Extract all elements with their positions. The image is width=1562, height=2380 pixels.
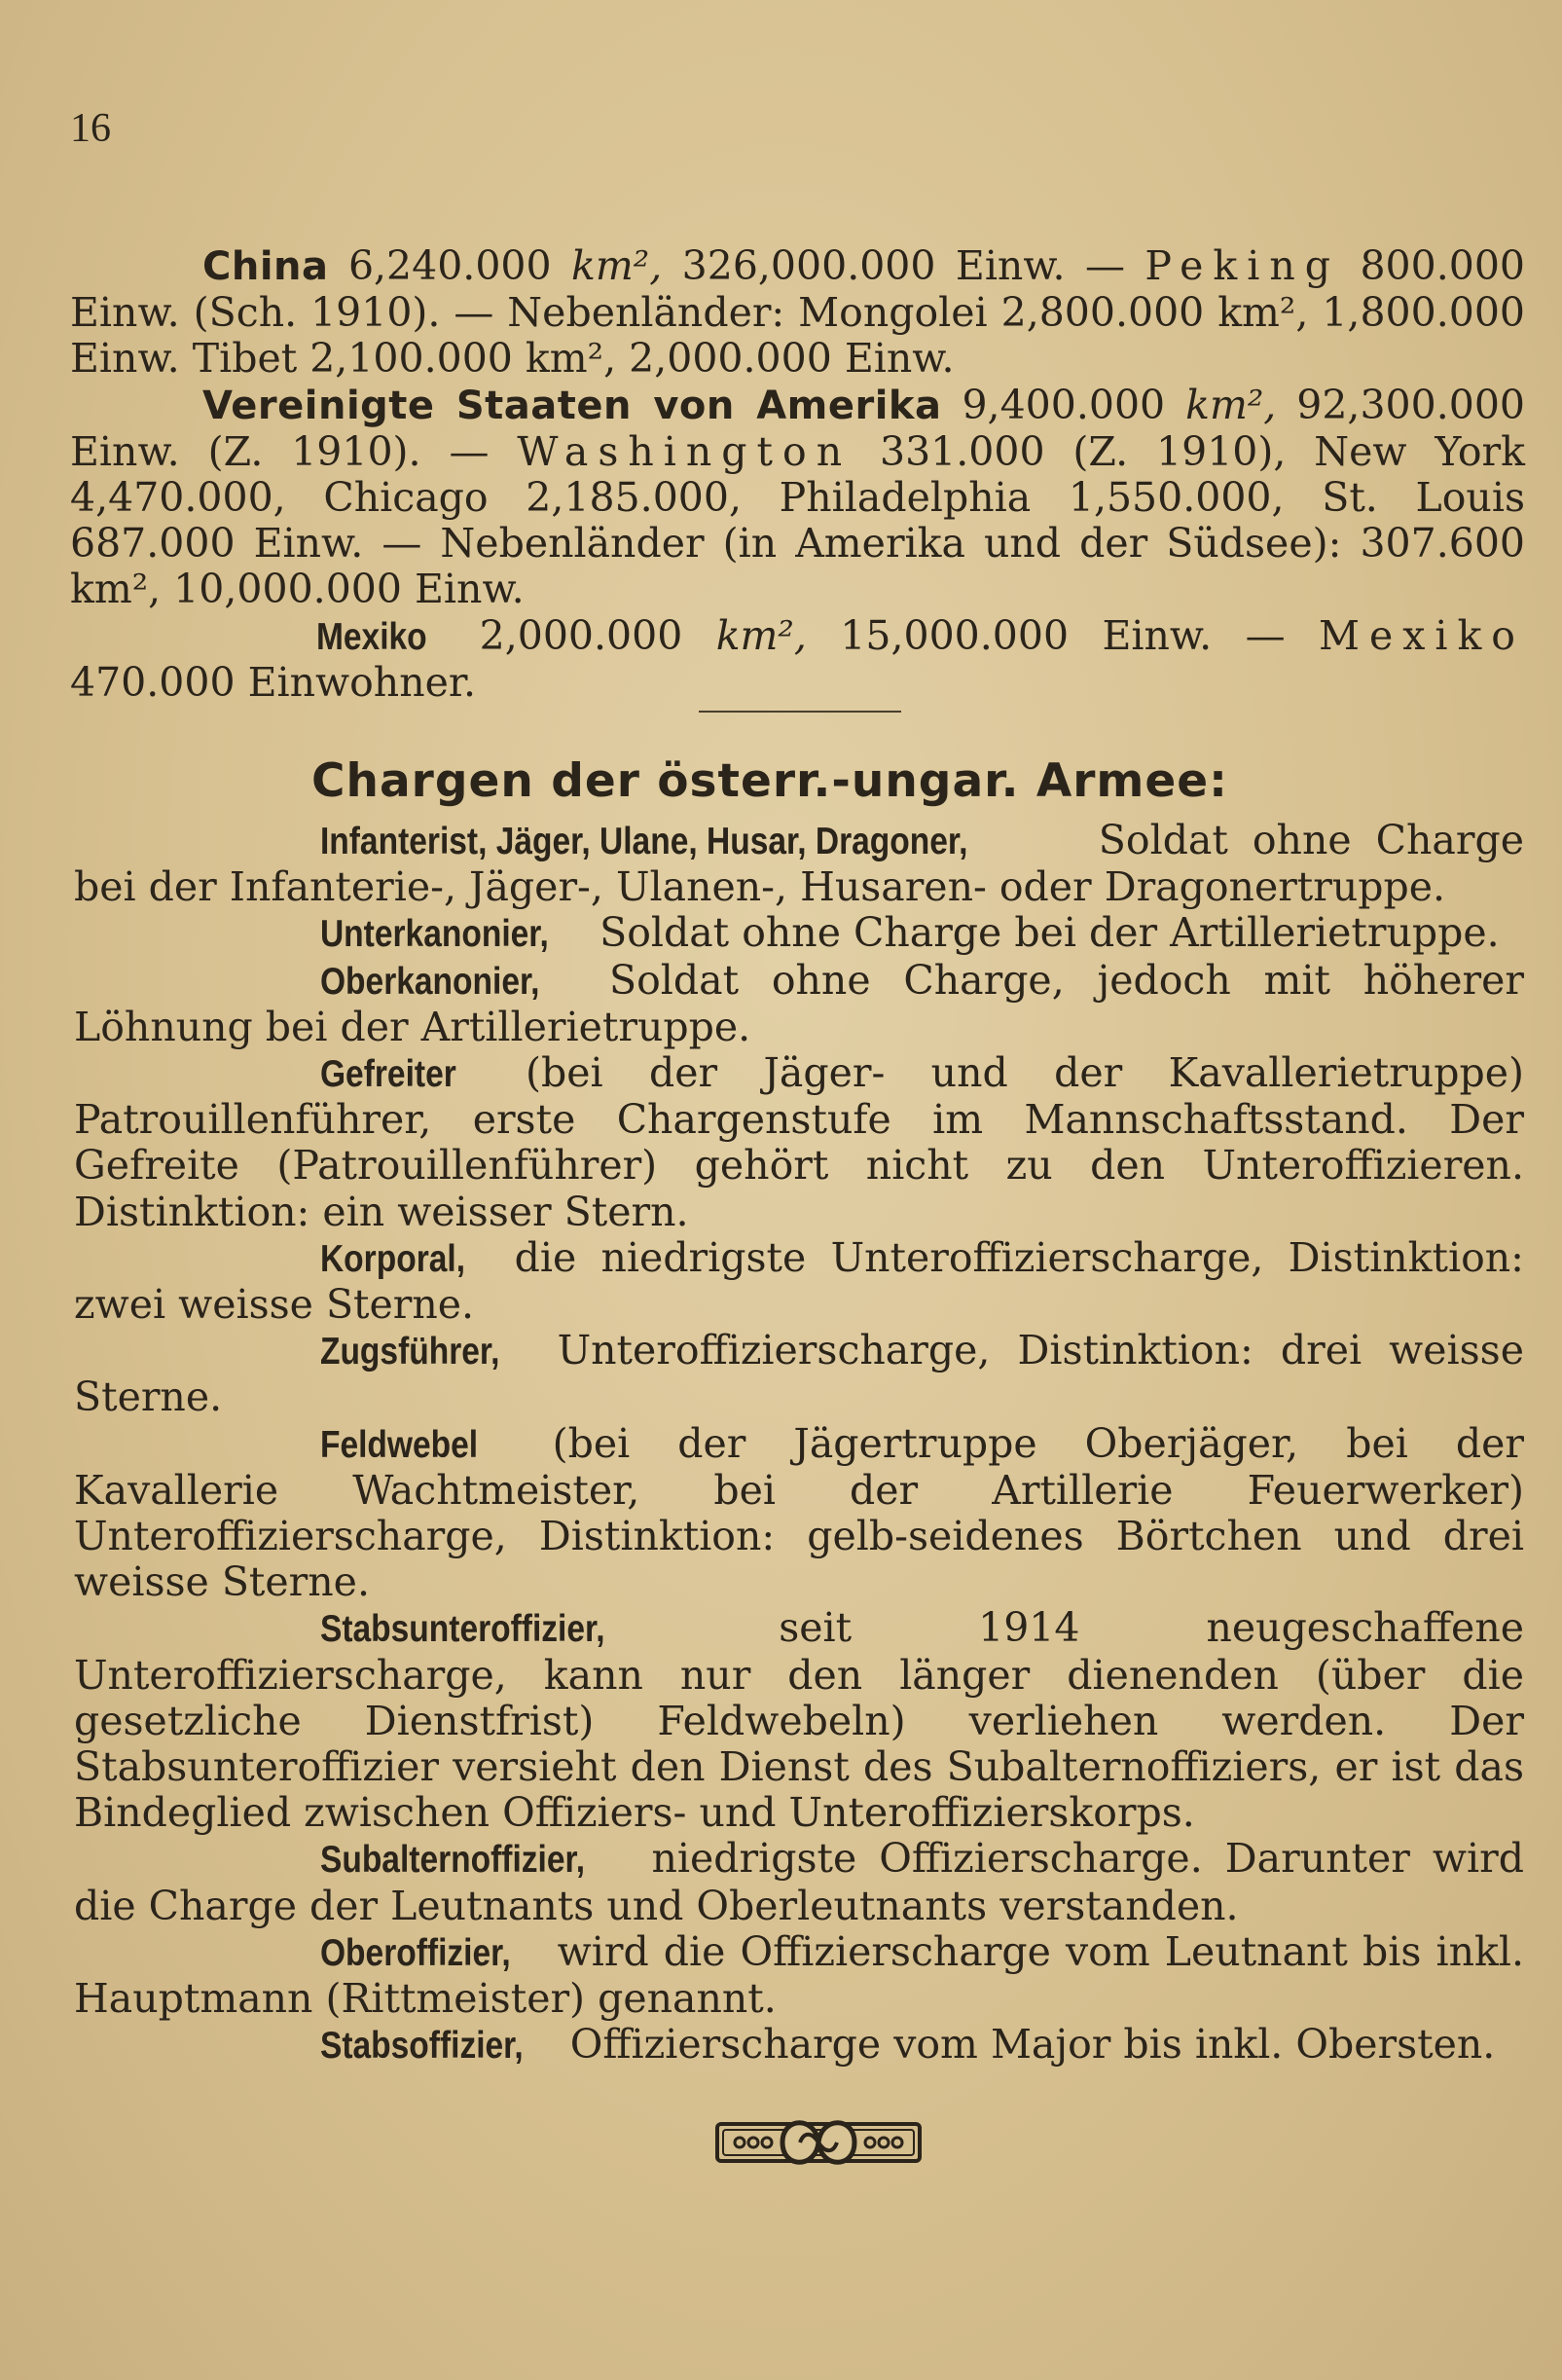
rank-definition: Soldat ohne Charge bei der Artillerietruppe. xyxy=(587,909,1500,957)
capital-name: Peking xyxy=(1144,242,1341,289)
rank-entry xyxy=(74,1836,1524,1928)
rank-entry xyxy=(74,1328,1524,1420)
page-number: 16 xyxy=(70,106,111,151)
rank-definition: Soldat ohne Charge bei der Infanterie-, Jäger-, Ulanen-, Husaren- oder Dragonertruppe. xyxy=(74,817,1524,911)
section-heading: Chargen der österr.-ungar. Armee: xyxy=(311,754,1228,808)
rank-term: Unterkanonier, xyxy=(319,913,549,956)
rank-definition: (bei der Jägertruppe Oberjäger, bei der Kavallerie Wachtmeister, bei der Artillerie Feuerwerker) Unteroffizierscharge, Distinktion: gelb-seidenes Börtchen und drei weisse Sterne. xyxy=(74,1419,1524,1606)
rank-definition: niedrigste Offizierscharge. Darunter wird die Charge der Leutnants und Oberleutnants verstanden. xyxy=(74,1835,1524,1929)
rank-entry xyxy=(74,1421,1524,1606)
rank-term: Oberoffizier, xyxy=(319,1931,511,1974)
section-divider xyxy=(699,711,901,713)
rank-term: Stabsoffizier, xyxy=(319,2025,524,2068)
country-area: 2,000.000 xyxy=(479,611,683,659)
area-unit: km², xyxy=(571,242,663,289)
capital-name: Mexiko xyxy=(1318,611,1525,659)
rank-entry xyxy=(74,1235,1524,1328)
rank-definition: die niedrigste Unteroffizierscharge, Distinktion: zwei weisse Sterne. xyxy=(74,1233,1524,1329)
country-rest: 470.000 Einwohner. xyxy=(70,658,477,706)
rank-term: Stabsunteroffizier, xyxy=(319,1608,605,1651)
ranks-section xyxy=(74,818,1524,2069)
area-unit: km², xyxy=(715,611,807,659)
rank-entry xyxy=(74,958,1524,1050)
rank-entry xyxy=(74,1050,1524,1235)
rank-term: Subalternoffizier, xyxy=(319,1839,586,1882)
rank-definition: Offizierscharge vom Major bis inkl. Obersten. xyxy=(557,2021,1496,2069)
country-name: China xyxy=(202,244,329,289)
rank-entry xyxy=(74,818,1524,910)
rank-term: Oberkanonier, xyxy=(319,960,540,1003)
rank-term: Korporal, xyxy=(319,1237,466,1280)
country-text: 92,300.000 Einw. (Z. 1910). — xyxy=(70,381,1525,475)
country-rest: 800.000 Einw. (Sch. 1910). — Nebenländer: Mongolei 2,800.000 km², 1,800.000 Einw. Tibet 2,100.000 km², 2,000.000 Einw. xyxy=(70,242,1525,383)
rank-definition: Soldat ohne Charge, jedoch mit höherer Löhnung bei der Artillerietruppe. xyxy=(74,956,1524,1050)
country-name: Vereinigte Staaten von Amerika xyxy=(202,383,942,428)
rank-term: Zugsführer, xyxy=(319,1331,500,1373)
rank-definition: seit 1914 neugeschaffene Unteroffizierscharge, kann nur den länger dienenden (über die gesetzliche Dienstfrist) Feldwebeln) verliehen werden. Der Stabsunteroffizier versieht den Dienst des Subalternoffiziers, er ist das Bindeglied zwischen Offiziers- und Unteroffizierskorps. xyxy=(74,1604,1524,1837)
country-name: Mexiko xyxy=(315,615,427,658)
area-unit: km², xyxy=(1185,381,1277,428)
country-rest: 331.000 (Z. 1910), New York 4,470.000, Chicago 2,185.000, Philadelphia 1,550.000, St. Louis 687.000 Einw. — Nebenländer (in Amerika und der Südsee): 307.600 km², 10,000.000 Einw. xyxy=(70,427,1525,613)
rank-entry xyxy=(74,1605,1524,1836)
country-text: 15,000.000 Einw. — xyxy=(806,611,1319,659)
rank-term: Infanterist, Jäger, Ulane, Husar, Dragoner, xyxy=(319,821,968,862)
rank-entry xyxy=(74,1929,1524,2022)
rank-definition: Unteroffizierscharge, Distinktion: drei weisse Sterne. xyxy=(74,1327,1524,1421)
rank-entry xyxy=(74,910,1524,957)
rank-entry xyxy=(74,2022,1524,2069)
rank-term: Feldwebel xyxy=(319,1423,479,1466)
countries-section xyxy=(70,243,1525,706)
rank-term: Gefreiter xyxy=(319,1053,456,1096)
rank-definition: (bei der Jäger- und der Kavallerietruppe) Patrouillenführer, erste Chargenstufe im Mannschaftsstand. Der Gefreite (Patrouillenführer) gehört nicht zu den Unteroffizieren. Distinktion: ein weisser Stern. xyxy=(74,1049,1524,1235)
rank-definition: wird die Offizierscharge vom Leutnant bis inkl. Hauptmann (Rittmeister) genannt. xyxy=(74,1927,1524,2023)
country-area: 6,240.000 xyxy=(347,242,552,289)
country-area: 9,400.000 xyxy=(962,381,1166,428)
country-entry-usa xyxy=(70,383,1525,613)
country-text: 326,000.000 Einw. — xyxy=(662,242,1145,289)
decorative-ornament-icon xyxy=(714,2110,923,2175)
country-entry-china xyxy=(70,243,1525,383)
country-entry-mexico xyxy=(70,613,1525,706)
capital-name: Washington xyxy=(517,427,853,475)
